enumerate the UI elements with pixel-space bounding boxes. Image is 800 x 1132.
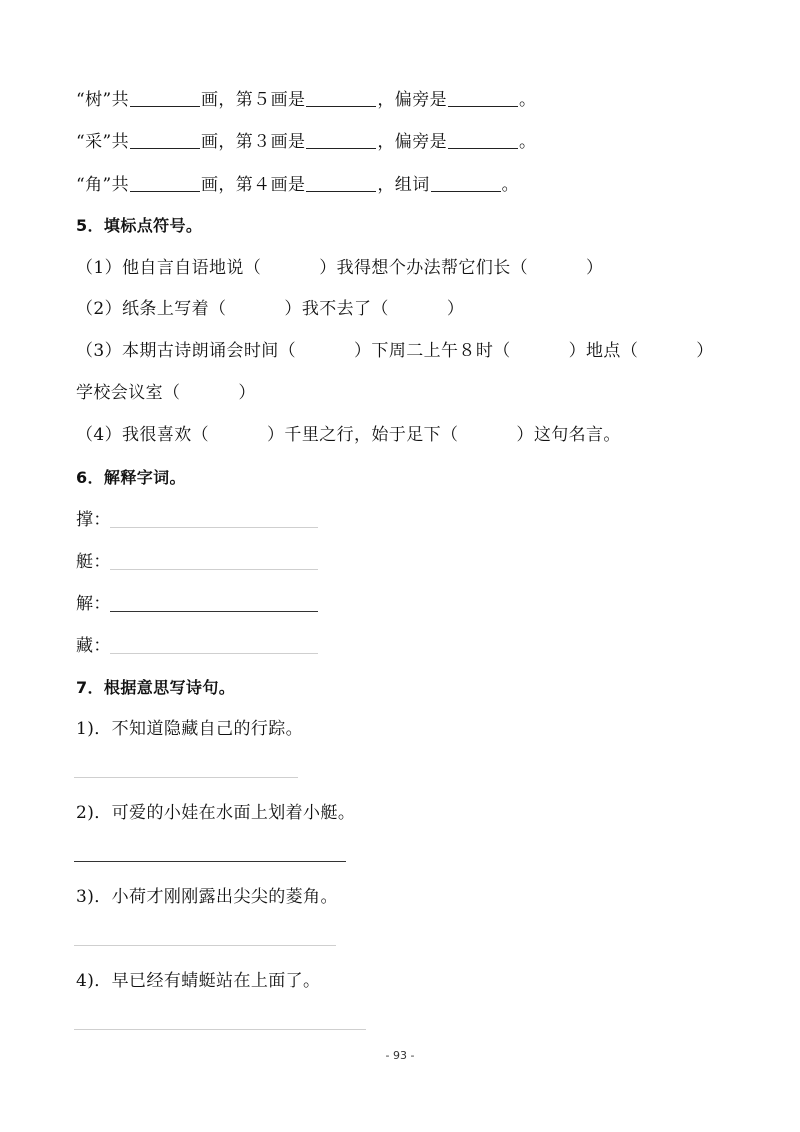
q5-text: （2）纸条上写着（ [76, 299, 227, 319]
answer-blank[interactable] [448, 89, 518, 107]
q5-line-1 [76, 256, 603, 280]
stroke-text: 画，第４画是 [200, 175, 306, 195]
q7-title: 7．根据意思写诗句。 [76, 678, 236, 697]
answer-line[interactable] [74, 945, 336, 946]
stroke-line-1 [76, 88, 536, 112]
stroke-text: 。 [519, 132, 537, 152]
q6-title: 6．解释字词。 [76, 468, 186, 487]
q5-line-4 [76, 381, 256, 405]
stroke-text: “树”共 [76, 90, 129, 110]
stroke-text: ，偏旁是 [377, 90, 447, 110]
q5-text: ）我得想个办法帮它们长（ [319, 258, 529, 278]
answer-line[interactable] [74, 777, 298, 778]
q5-text: ）下周二上午８时（ [354, 341, 511, 361]
q7-item-1: 1)．不知道隐藏自己的行踪。 [76, 719, 304, 739]
answer-blank[interactable] [306, 131, 376, 149]
q5-text: （1）他自言自语地说（ [76, 258, 262, 278]
answer-blank[interactable] [130, 174, 200, 192]
answer-blank[interactable] [306, 174, 376, 192]
stroke-text: 画，第３画是 [200, 132, 306, 152]
q7-item-2: 2)．可爱的小娃在水面上划着小艇。 [76, 803, 356, 823]
answer-blank[interactable] [448, 131, 518, 149]
answer-blank[interactable] [130, 89, 200, 107]
q5-title: 5．填标点符号。 [76, 216, 203, 235]
q5-text: 学校会议室（ [76, 383, 181, 403]
q5-text: ）我不去了（ [284, 299, 389, 319]
answer-line[interactable] [110, 653, 318, 654]
q5-line-2 [76, 297, 464, 321]
q6-word-3: 解： [76, 594, 111, 614]
q6-word-1: 撑： [76, 510, 111, 530]
answer-blank[interactable] [306, 89, 376, 107]
q5-text: ） [446, 299, 465, 319]
answer-line[interactable] [74, 861, 346, 862]
answer-line[interactable] [110, 611, 318, 612]
stroke-text: “角”共 [76, 175, 129, 195]
q5-text: ）地点（ [568, 341, 639, 361]
q5-text: ） [696, 341, 714, 361]
q7-item-3: 3)．小荷才刚刚露出尖尖的菱角。 [76, 887, 338, 907]
stroke-text: 。 [501, 175, 519, 195]
q6-word-4: 藏： [76, 636, 111, 656]
page-number: - 93 - [385, 1049, 415, 1062]
q5-line-3 [76, 339, 714, 363]
answer-line[interactable] [110, 527, 318, 528]
stroke-line-3 [76, 173, 519, 197]
answer-blank[interactable] [130, 131, 200, 149]
stroke-text: 画，第５画是 [200, 90, 306, 110]
q5-text: ） [586, 258, 604, 278]
q5-text: ） [238, 383, 256, 403]
stroke-text: 。 [519, 90, 537, 110]
q5-line-5 [76, 423, 621, 447]
stroke-line-2 [76, 130, 536, 154]
answer-line[interactable] [110, 569, 318, 570]
q5-text: （3）本期古诗朗诵会时间（ [76, 341, 297, 361]
q7-item-4: 4)．早已经有蜻蜓站在上面了。 [76, 971, 321, 991]
q5-text: （4）我很喜欢（ [76, 425, 210, 445]
q5-text: ）千里之行，始于足下（ [267, 425, 459, 445]
answer-blank[interactable] [431, 174, 501, 192]
q5-text: ）这句名言。 [516, 425, 621, 445]
q6-word-2: 艇： [76, 552, 111, 572]
answer-line[interactable] [74, 1029, 366, 1030]
stroke-text: “采”共 [76, 132, 129, 152]
stroke-text: ，组词 [377, 175, 430, 195]
stroke-text: ，偏旁是 [377, 132, 447, 152]
